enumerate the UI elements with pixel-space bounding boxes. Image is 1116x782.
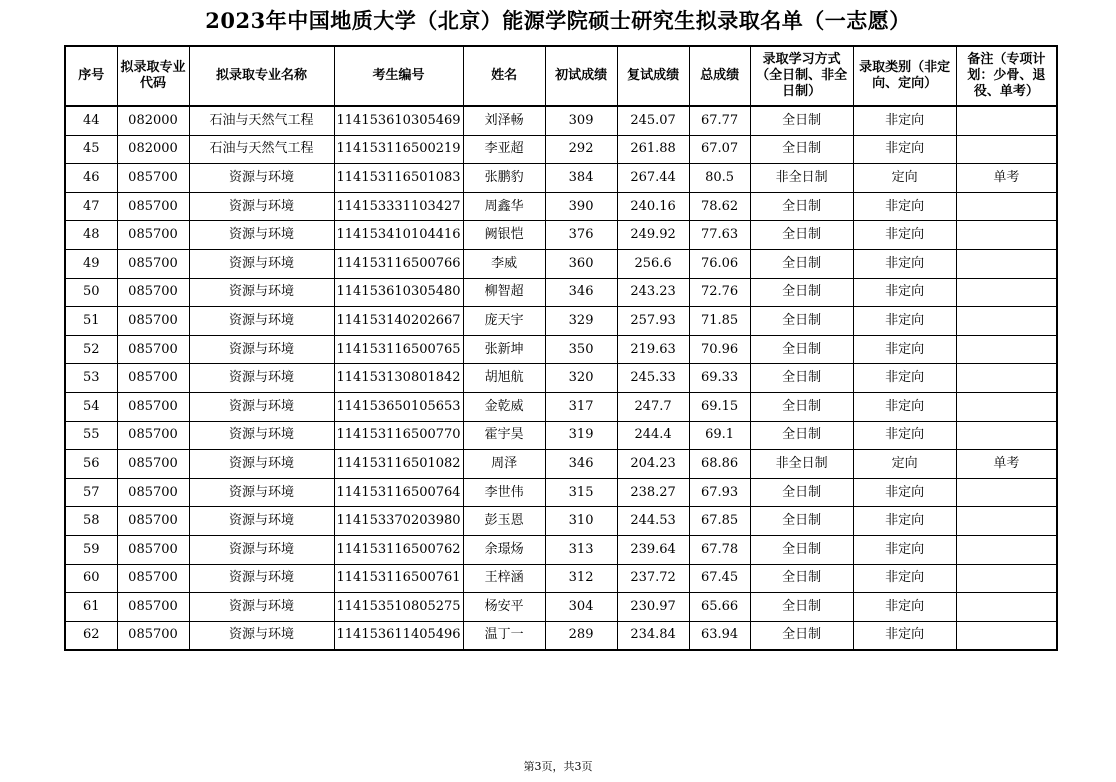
column-header-major-code: 拟录取专业代码 bbox=[117, 46, 189, 106]
cell-study-mode: 全日制 bbox=[750, 621, 853, 650]
cell-retest-score: 204.23 bbox=[617, 450, 689, 479]
cell-seq: 48 bbox=[65, 221, 117, 250]
cell-retest-score: 261.88 bbox=[617, 135, 689, 164]
column-header-remarks: 备注（专项计划：少骨、退役、单考） bbox=[956, 46, 1057, 106]
cell-candidate-id: 114153116500219 bbox=[334, 135, 463, 164]
cell-retest-score: 267.44 bbox=[617, 164, 689, 193]
cell-initial-score: 317 bbox=[545, 392, 617, 421]
cell-initial-score: 319 bbox=[545, 421, 617, 450]
column-header-admission-type: 录取类别（非定向、定向） bbox=[853, 46, 956, 106]
cell-seq: 54 bbox=[65, 392, 117, 421]
cell-admission-type: 非定向 bbox=[853, 392, 956, 421]
cell-study-mode: 全日制 bbox=[750, 564, 853, 593]
cell-initial-score: 312 bbox=[545, 564, 617, 593]
cell-remarks: 单考 bbox=[956, 450, 1057, 479]
cell-admission-type: 非定向 bbox=[853, 278, 956, 307]
cell-candidate-id: 114153610305469 bbox=[334, 106, 463, 135]
cell-major-name: 资源与环境 bbox=[189, 593, 334, 622]
cell-admission-type: 定向 bbox=[853, 450, 956, 479]
cell-candidate-id: 114153116500765 bbox=[334, 335, 463, 364]
cell-remarks bbox=[956, 392, 1057, 421]
cell-name: 周鑫华 bbox=[463, 192, 545, 221]
table-row bbox=[65, 335, 1057, 364]
cell-total-score: 69.33 bbox=[689, 364, 750, 393]
table-row bbox=[65, 450, 1057, 479]
cell-initial-score: 289 bbox=[545, 621, 617, 650]
cell-remarks bbox=[956, 307, 1057, 336]
table-row bbox=[65, 307, 1057, 336]
table-row bbox=[65, 164, 1057, 193]
cell-candidate-id: 114153116501082 bbox=[334, 450, 463, 479]
cell-major-name: 资源与环境 bbox=[189, 450, 334, 479]
cell-name: 王梓涵 bbox=[463, 564, 545, 593]
cell-major-name: 资源与环境 bbox=[189, 564, 334, 593]
cell-major-code: 082000 bbox=[117, 106, 189, 135]
cell-study-mode: 全日制 bbox=[750, 392, 853, 421]
cell-remarks bbox=[956, 221, 1057, 250]
cell-admission-type: 非定向 bbox=[853, 192, 956, 221]
cell-remarks bbox=[956, 593, 1057, 622]
table-row bbox=[65, 364, 1057, 393]
table-body bbox=[65, 106, 1057, 650]
cell-remarks bbox=[956, 507, 1057, 536]
cell-study-mode: 全日制 bbox=[750, 593, 853, 622]
cell-major-name: 资源与环境 bbox=[189, 249, 334, 278]
cell-name: 周泽 bbox=[463, 450, 545, 479]
cell-total-score: 69.15 bbox=[689, 392, 750, 421]
cell-admission-type: 非定向 bbox=[853, 421, 956, 450]
cell-total-score: 67.77 bbox=[689, 106, 750, 135]
cell-initial-score: 329 bbox=[545, 307, 617, 336]
cell-remarks bbox=[956, 335, 1057, 364]
cell-candidate-id: 114153116500766 bbox=[334, 249, 463, 278]
cell-major-name: 资源与环境 bbox=[189, 307, 334, 336]
table-row bbox=[65, 135, 1057, 164]
cell-remarks bbox=[956, 421, 1057, 450]
cell-candidate-id: 114153510805275 bbox=[334, 593, 463, 622]
cell-retest-score: 244.53 bbox=[617, 507, 689, 536]
cell-candidate-id: 114153116501083 bbox=[334, 164, 463, 193]
cell-total-score: 67.93 bbox=[689, 478, 750, 507]
cell-name: 李威 bbox=[463, 249, 545, 278]
cell-seq: 53 bbox=[65, 364, 117, 393]
cell-major-code: 085700 bbox=[117, 593, 189, 622]
column-header-retest-score: 复试成绩 bbox=[617, 46, 689, 106]
cell-major-code: 085700 bbox=[117, 421, 189, 450]
column-header-name: 姓名 bbox=[463, 46, 545, 106]
cell-major-name: 资源与环境 bbox=[189, 278, 334, 307]
table-row bbox=[65, 621, 1057, 650]
cell-seq: 51 bbox=[65, 307, 117, 336]
cell-candidate-id: 114153370203980 bbox=[334, 507, 463, 536]
cell-retest-score: 245.07 bbox=[617, 106, 689, 135]
cell-remarks bbox=[956, 135, 1057, 164]
cell-total-score: 70.96 bbox=[689, 335, 750, 364]
cell-initial-score: 376 bbox=[545, 221, 617, 250]
cell-study-mode: 全日制 bbox=[750, 135, 853, 164]
cell-retest-score: 219.63 bbox=[617, 335, 689, 364]
cell-major-code: 085700 bbox=[117, 364, 189, 393]
cell-total-score: 63.94 bbox=[689, 621, 750, 650]
cell-name: 李亚超 bbox=[463, 135, 545, 164]
cell-major-code: 085700 bbox=[117, 221, 189, 250]
cell-major-name: 石油与天然气工程 bbox=[189, 106, 334, 135]
cell-major-name: 资源与环境 bbox=[189, 507, 334, 536]
cell-candidate-id: 114153116500770 bbox=[334, 421, 463, 450]
cell-study-mode: 非全日制 bbox=[750, 450, 853, 479]
cell-initial-score: 346 bbox=[545, 450, 617, 479]
cell-candidate-id: 114153116500761 bbox=[334, 564, 463, 593]
cell-major-name: 资源与环境 bbox=[189, 421, 334, 450]
cell-candidate-id: 114153331103427 bbox=[334, 192, 463, 221]
column-header-candidate-id: 考生编号 bbox=[334, 46, 463, 106]
cell-major-code: 085700 bbox=[117, 307, 189, 336]
cell-admission-type: 非定向 bbox=[853, 307, 956, 336]
cell-name: 阙银恺 bbox=[463, 221, 545, 250]
cell-retest-score: 239.64 bbox=[617, 535, 689, 564]
cell-study-mode: 全日制 bbox=[750, 478, 853, 507]
cell-admission-type: 非定向 bbox=[853, 507, 956, 536]
cell-seq: 59 bbox=[65, 535, 117, 564]
cell-name: 庞天宇 bbox=[463, 307, 545, 336]
cell-candidate-id: 114153116500764 bbox=[334, 478, 463, 507]
cell-initial-score: 292 bbox=[545, 135, 617, 164]
cell-major-code: 085700 bbox=[117, 507, 189, 536]
cell-candidate-id: 114153611405496 bbox=[334, 621, 463, 650]
cell-major-name: 资源与环境 bbox=[189, 535, 334, 564]
column-header-total-score: 总成绩 bbox=[689, 46, 750, 106]
cell-name: 余璟炀 bbox=[463, 535, 545, 564]
cell-retest-score: 256.6 bbox=[617, 249, 689, 278]
cell-total-score: 69.1 bbox=[689, 421, 750, 450]
table-row bbox=[65, 478, 1057, 507]
cell-initial-score: 390 bbox=[545, 192, 617, 221]
cell-seq: 44 bbox=[65, 106, 117, 135]
cell-major-code: 085700 bbox=[117, 192, 189, 221]
cell-total-score: 76.06 bbox=[689, 249, 750, 278]
cell-candidate-id: 114153410104416 bbox=[334, 221, 463, 250]
cell-initial-score: 310 bbox=[545, 507, 617, 536]
cell-major-name: 资源与环境 bbox=[189, 478, 334, 507]
cell-name: 彭玉恩 bbox=[463, 507, 545, 536]
cell-remarks: 单考 bbox=[956, 164, 1057, 193]
cell-study-mode: 全日制 bbox=[750, 535, 853, 564]
cell-major-name: 资源与环境 bbox=[189, 392, 334, 421]
cell-study-mode: 全日制 bbox=[750, 221, 853, 250]
cell-initial-score: 313 bbox=[545, 535, 617, 564]
cell-total-score: 67.78 bbox=[689, 535, 750, 564]
cell-major-name: 资源与环境 bbox=[189, 164, 334, 193]
table-row bbox=[65, 106, 1057, 135]
cell-admission-type: 定向 bbox=[853, 164, 956, 193]
cell-major-name: 资源与环境 bbox=[189, 364, 334, 393]
cell-admission-type: 非定向 bbox=[853, 249, 956, 278]
cell-seq: 47 bbox=[65, 192, 117, 221]
cell-total-score: 65.66 bbox=[689, 593, 750, 622]
table-header-row bbox=[65, 46, 1057, 106]
cell-seq: 58 bbox=[65, 507, 117, 536]
table-row bbox=[65, 249, 1057, 278]
column-header-major-name: 拟录取专业名称 bbox=[189, 46, 334, 106]
cell-major-name: 资源与环境 bbox=[189, 221, 334, 250]
cell-total-score: 68.86 bbox=[689, 450, 750, 479]
table-row bbox=[65, 192, 1057, 221]
cell-study-mode: 全日制 bbox=[750, 106, 853, 135]
cell-name: 李世伟 bbox=[463, 478, 545, 507]
cell-seq: 52 bbox=[65, 335, 117, 364]
column-header-seq: 序号 bbox=[65, 46, 117, 106]
cell-seq: 55 bbox=[65, 421, 117, 450]
cell-admission-type: 非定向 bbox=[853, 621, 956, 650]
cell-total-score: 78.62 bbox=[689, 192, 750, 221]
cell-admission-type: 非定向 bbox=[853, 564, 956, 593]
cell-study-mode: 全日制 bbox=[750, 278, 853, 307]
cell-major-code: 085700 bbox=[117, 478, 189, 507]
cell-seq: 61 bbox=[65, 593, 117, 622]
cell-study-mode: 全日制 bbox=[750, 307, 853, 336]
cell-study-mode: 全日制 bbox=[750, 507, 853, 536]
cell-retest-score: 245.33 bbox=[617, 364, 689, 393]
cell-major-code: 085700 bbox=[117, 249, 189, 278]
cell-major-code: 085700 bbox=[117, 535, 189, 564]
cell-remarks bbox=[956, 249, 1057, 278]
cell-name: 张鹏豹 bbox=[463, 164, 545, 193]
cell-retest-score: 238.27 bbox=[617, 478, 689, 507]
cell-candidate-id: 114153116500762 bbox=[334, 535, 463, 564]
cell-name: 柳智超 bbox=[463, 278, 545, 307]
page-footer: 第3页，共3页 bbox=[523, 760, 593, 773]
cell-seq: 49 bbox=[65, 249, 117, 278]
cell-retest-score: 243.23 bbox=[617, 278, 689, 307]
cell-name: 张新坤 bbox=[463, 335, 545, 364]
cell-major-code: 085700 bbox=[117, 278, 189, 307]
cell-study-mode: 全日制 bbox=[750, 192, 853, 221]
cell-study-mode: 全日制 bbox=[750, 364, 853, 393]
admission-table bbox=[64, 45, 1058, 651]
cell-seq: 46 bbox=[65, 164, 117, 193]
table-row bbox=[65, 564, 1057, 593]
cell-total-score: 67.85 bbox=[689, 507, 750, 536]
table-row bbox=[65, 221, 1057, 250]
cell-admission-type: 非定向 bbox=[853, 593, 956, 622]
cell-seq: 62 bbox=[65, 621, 117, 650]
cell-name: 温丁一 bbox=[463, 621, 545, 650]
cell-study-mode: 非全日制 bbox=[750, 164, 853, 193]
cell-major-code: 085700 bbox=[117, 621, 189, 650]
cell-candidate-id: 114153130801842 bbox=[334, 364, 463, 393]
cell-total-score: 77.63 bbox=[689, 221, 750, 250]
cell-total-score: 67.45 bbox=[689, 564, 750, 593]
cell-retest-score: 234.84 bbox=[617, 621, 689, 650]
cell-remarks bbox=[956, 535, 1057, 564]
cell-name: 霍宇昊 bbox=[463, 421, 545, 450]
column-header-initial-score: 初试成绩 bbox=[545, 46, 617, 106]
cell-major-name: 石油与天然气工程 bbox=[189, 135, 334, 164]
cell-study-mode: 全日制 bbox=[750, 421, 853, 450]
cell-initial-score: 346 bbox=[545, 278, 617, 307]
cell-candidate-id: 114153610305480 bbox=[334, 278, 463, 307]
cell-retest-score: 249.92 bbox=[617, 221, 689, 250]
cell-major-code: 085700 bbox=[117, 164, 189, 193]
cell-name: 杨安平 bbox=[463, 593, 545, 622]
cell-initial-score: 360 bbox=[545, 249, 617, 278]
cell-admission-type: 非定向 bbox=[853, 478, 956, 507]
cell-candidate-id: 114153140202667 bbox=[334, 307, 463, 336]
table-row bbox=[65, 392, 1057, 421]
cell-major-code: 085700 bbox=[117, 450, 189, 479]
table-row bbox=[65, 507, 1057, 536]
cell-major-code: 082000 bbox=[117, 135, 189, 164]
cell-total-score: 72.76 bbox=[689, 278, 750, 307]
cell-major-name: 资源与环境 bbox=[189, 335, 334, 364]
cell-retest-score: 237.72 bbox=[617, 564, 689, 593]
cell-total-score: 71.85 bbox=[689, 307, 750, 336]
table-row bbox=[65, 593, 1057, 622]
cell-total-score: 67.07 bbox=[689, 135, 750, 164]
cell-admission-type: 非定向 bbox=[853, 535, 956, 564]
table-row bbox=[65, 278, 1057, 307]
cell-admission-type: 非定向 bbox=[853, 106, 956, 135]
cell-admission-type: 非定向 bbox=[853, 221, 956, 250]
cell-major-name: 资源与环境 bbox=[189, 621, 334, 650]
cell-admission-type: 非定向 bbox=[853, 135, 956, 164]
cell-study-mode: 全日制 bbox=[750, 249, 853, 278]
cell-retest-score: 247.7 bbox=[617, 392, 689, 421]
page-title: 2023年中国地质大学（北京）能源学院硕士研究生拟录取名单（一志愿） bbox=[205, 8, 911, 33]
cell-candidate-id: 114153650105653 bbox=[334, 392, 463, 421]
cell-total-score: 80.5 bbox=[689, 164, 750, 193]
cell-retest-score: 244.4 bbox=[617, 421, 689, 450]
cell-remarks bbox=[956, 478, 1057, 507]
cell-major-code: 085700 bbox=[117, 564, 189, 593]
cell-initial-score: 384 bbox=[545, 164, 617, 193]
table-row bbox=[65, 535, 1057, 564]
cell-initial-score: 315 bbox=[545, 478, 617, 507]
cell-retest-score: 230.97 bbox=[617, 593, 689, 622]
cell-remarks bbox=[956, 192, 1057, 221]
cell-initial-score: 309 bbox=[545, 106, 617, 135]
cell-major-code: 085700 bbox=[117, 392, 189, 421]
cell-seq: 50 bbox=[65, 278, 117, 307]
cell-retest-score: 257.93 bbox=[617, 307, 689, 336]
cell-remarks bbox=[956, 364, 1057, 393]
cell-name: 金乾威 bbox=[463, 392, 545, 421]
cell-name: 刘泽畅 bbox=[463, 106, 545, 135]
cell-remarks bbox=[956, 564, 1057, 593]
cell-seq: 57 bbox=[65, 478, 117, 507]
cell-remarks bbox=[956, 621, 1057, 650]
cell-name: 胡旭航 bbox=[463, 364, 545, 393]
cell-study-mode: 全日制 bbox=[750, 335, 853, 364]
cell-initial-score: 350 bbox=[545, 335, 617, 364]
cell-initial-score: 304 bbox=[545, 593, 617, 622]
cell-major-code: 085700 bbox=[117, 335, 189, 364]
cell-major-name: 资源与环境 bbox=[189, 192, 334, 221]
cell-seq: 60 bbox=[65, 564, 117, 593]
column-header-study-mode: 录取学习方式（全日制、非全日制） bbox=[750, 46, 853, 106]
cell-retest-score: 240.16 bbox=[617, 192, 689, 221]
table-row bbox=[65, 421, 1057, 450]
cell-admission-type: 非定向 bbox=[853, 335, 956, 364]
cell-remarks bbox=[956, 106, 1057, 135]
cell-seq: 56 bbox=[65, 450, 117, 479]
cell-remarks bbox=[956, 278, 1057, 307]
cell-admission-type: 非定向 bbox=[853, 364, 956, 393]
cell-seq: 45 bbox=[65, 135, 117, 164]
cell-initial-score: 320 bbox=[545, 364, 617, 393]
